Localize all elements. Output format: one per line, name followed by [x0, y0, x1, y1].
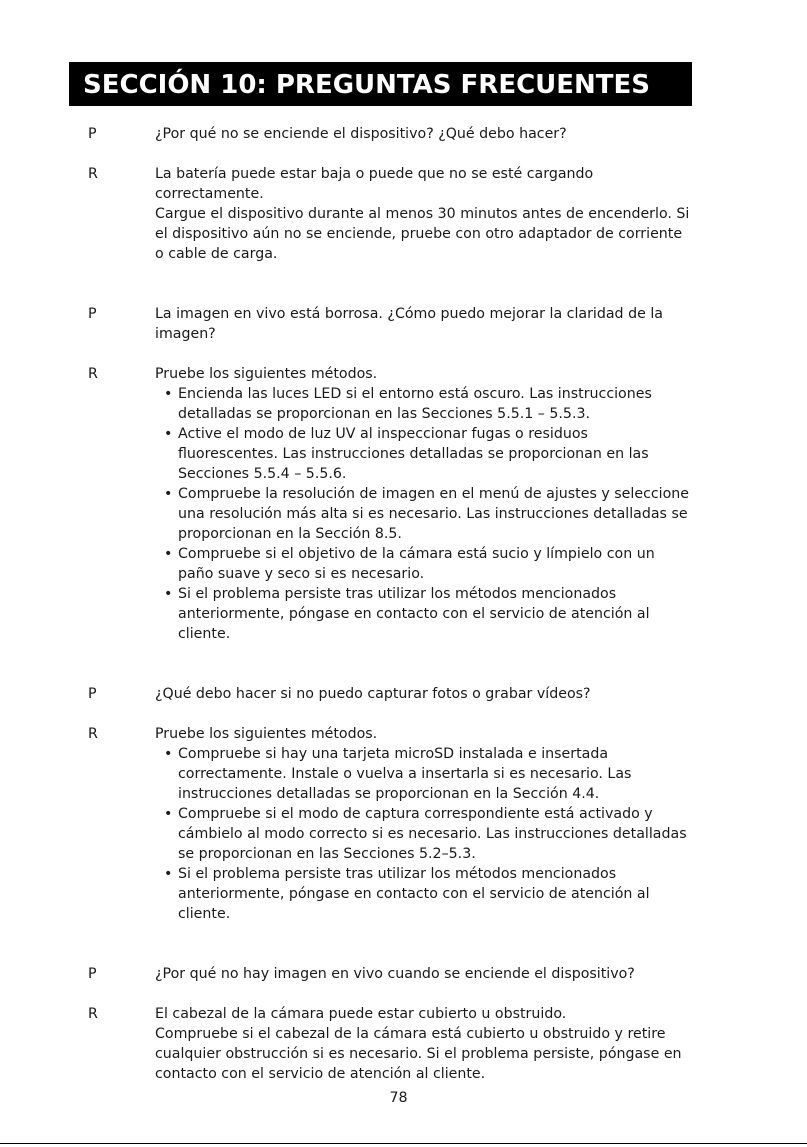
- answer-bullet-list: [155, 744, 691, 924]
- answer-intro: Pruebe los siguientes métodos.: [155, 726, 378, 742]
- list-item: • Si el problema persiste tras utilizar los métodos mencionados anteriormente, póngase en contacto con el servicio de atención al cliente.: [155, 584, 691, 644]
- question-text: ¿Por qué no se enciende el dispositivo? ¿Qué debo hacer?: [155, 126, 567, 142]
- list-item: • Compruebe si el modo de captura correspondiente está activado y cámbielo al modo correcto si es necesario. Las instrucciones detalladas se proporcionan en las Secciones 5.2–5.3.: [155, 804, 691, 864]
- list-item: • Si el problema persiste tras utilizar los métodos mencionados anteriormente, póngase en contacto con el servicio de atención al cliente.: [155, 864, 691, 924]
- answer-paragraph: La batería puede estar baja o puede que no se esté cargando correctamente.: [155, 166, 594, 202]
- question-label: P: [88, 686, 97, 702]
- answer-paragraph: Cargue el dispositivo durante al menos 30 minutos antes de encenderlo. Si el dispositivo aún no se enciende, pruebe con otro adaptador de corriente o cable de carga.: [155, 206, 690, 262]
- list-item: • Compruebe la resolución de imagen en el menú de ajustes y seleccione una resolución más alta si es necesario. Las instrucciones detalladas se proporcionan en la Sección 8.5.: [155, 484, 691, 544]
- answer-paragraph: Compruebe si el cabezal de la cámara está cubierto u obstruido y retire cualquier obstrucción si es necesario. Si el problema persiste, póngase en contacto con el servicio de atención al cliente.: [155, 1026, 682, 1082]
- question-label: P: [88, 966, 97, 982]
- answer-bullet-list: [155, 384, 691, 644]
- question-text: ¿Por qué no hay imagen en vivo cuando se enciende el dispositivo?: [155, 966, 635, 982]
- question-label: P: [88, 306, 97, 322]
- answer-label: R: [88, 366, 98, 382]
- answer-intro: Pruebe los siguientes métodos.: [155, 366, 378, 382]
- page-number: 78: [389, 1090, 408, 1106]
- answer-paragraph: El cabezal de la cámara puede estar cubierto u obstruido.: [155, 1006, 567, 1022]
- bottom-rule: [0, 1143, 807, 1144]
- list-item: • Compruebe si el objetivo de la cámara está sucio y límpielo con un paño suave y seco si es necesario.: [155, 544, 691, 584]
- list-item: • Compruebe si hay una tarjeta microSD instalada e insertada correctamente. Instale o vuelva a insertarla si es necesario. Las instrucciones detalladas se proporcionan en la Sección 4.4.: [155, 744, 691, 804]
- question-text: ¿Qué debo hacer si no puedo capturar fotos o grabar vídeos?: [155, 686, 591, 702]
- section-title: SECCIÓN 10: PREGUNTAS FRECUENTES: [69, 62, 692, 106]
- answer-label: R: [88, 166, 98, 182]
- list-item: • Encienda las luces LED si el entorno está oscuro. Las instrucciones detalladas se proporcionan en las Secciones 5.5.1 – 5.5.3.: [155, 384, 691, 424]
- answer-label: R: [88, 726, 98, 742]
- question-label: P: [88, 126, 97, 142]
- list-item: • Active el modo de luz UV al inspeccionar fugas o residuos fluorescentes. Las instrucciones detalladas se proporcionan en las Secciones 5.5.4 – 5.5.6.: [155, 424, 691, 484]
- question-text: La imagen en vivo está borrosa. ¿Cómo puedo mejorar la claridad de la imagen?: [155, 306, 663, 342]
- answer-label: R: [88, 1006, 98, 1022]
